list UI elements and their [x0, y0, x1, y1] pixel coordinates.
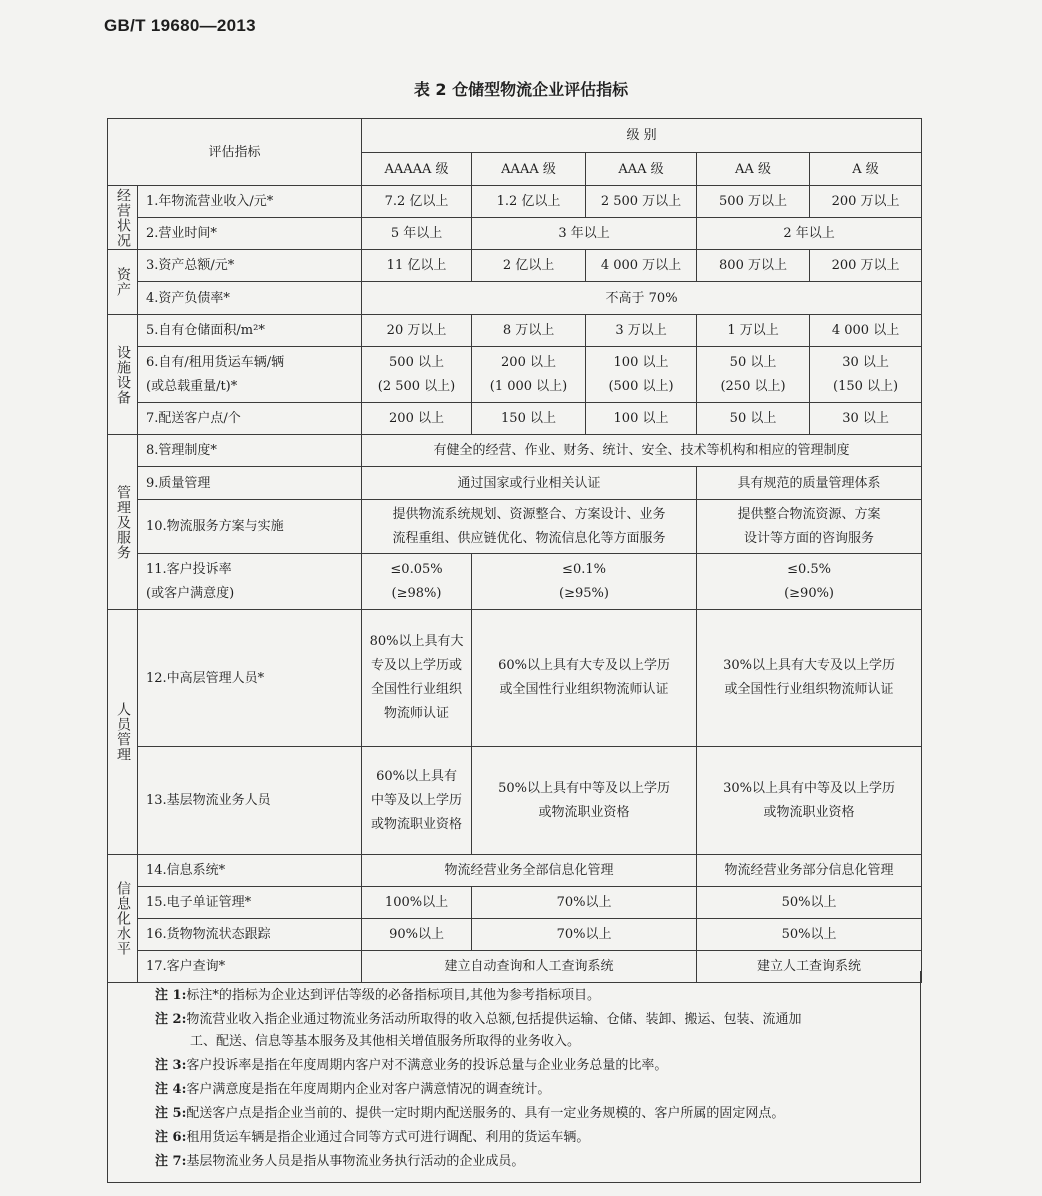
- table-cell: [697, 554, 922, 610]
- note-item: [155, 985, 906, 1007]
- note-item: [155, 1127, 906, 1149]
- header-indicator: 评估指标: [108, 119, 362, 186]
- table-cell: 50%以上: [697, 919, 922, 951]
- table-cell: 1 万以上: [697, 315, 810, 347]
- cell-line: (≥90%): [784, 585, 835, 601]
- cell-line: (2 500 以上): [377, 378, 456, 394]
- evaluation-table: [107, 118, 922, 983]
- indicator-label: 17.客户查询*: [138, 951, 362, 983]
- table-row: [108, 186, 922, 218]
- note-item: [155, 1151, 906, 1173]
- table-row: [108, 282, 922, 315]
- table-cell: 具有规范的质量管理体系: [697, 467, 922, 500]
- indicator-label: 3.资产总额/元*: [138, 250, 362, 282]
- indicator-label: 1.年物流营业收入/元*: [138, 186, 362, 218]
- indicator-label: [138, 347, 362, 403]
- cell-line: ≤0.05%: [390, 561, 443, 577]
- note-text: 标注*的指标为企业达到评估等级的必备指标项目,其他为参考指标项目。: [186, 988, 601, 1003]
- category-operation: 经营状况: [108, 186, 138, 250]
- table-cell: 物流经营业务全部信息化管理: [362, 855, 697, 887]
- table-cell: 2 亿以上: [472, 250, 586, 282]
- grade-a: A 级: [810, 153, 922, 186]
- cell-line: 200 以上: [501, 354, 556, 370]
- table-cell: [472, 610, 697, 747]
- table-row: [108, 467, 922, 500]
- table-cell: 500 万以上: [697, 186, 810, 218]
- table-cell: [472, 554, 697, 610]
- cell-line: (≥98%): [391, 585, 442, 601]
- table-cell: 有健全的经营、作业、财务、统计、安全、技术等机构和相应的管理制度: [362, 435, 922, 467]
- note-item: [155, 1103, 906, 1125]
- indicator-label: 14.信息系统*: [138, 855, 362, 887]
- indicator-label: [138, 554, 362, 610]
- cell-line: 或全国性行业组织物流师认证: [724, 682, 894, 697]
- table-row: [108, 250, 922, 282]
- note-label: 注 6:: [155, 1130, 187, 1145]
- category-facilities: 设施设备: [108, 315, 138, 435]
- note-text: 基层物流业务人员是指从事物流业务执行活动的企业成员。: [186, 1154, 525, 1169]
- cell-line: ≤0.1%: [562, 561, 606, 577]
- table-cell: 7.2 亿以上: [362, 186, 472, 218]
- table-row: [108, 500, 922, 554]
- table-cell: 150 以上: [472, 403, 586, 435]
- cell-line: 100 以上: [613, 354, 669, 370]
- cell-line: 50%以上具有中等及以上学历: [498, 780, 670, 796]
- table-cell: 90%以上: [362, 919, 472, 951]
- cell-line: 或全国性行业组织物流师认证: [499, 682, 669, 697]
- table-row: [108, 919, 922, 951]
- indicator-label: 13.基层物流业务人员: [138, 747, 362, 855]
- table-cell: [362, 500, 697, 554]
- note-text: 配送客户点是指企业当前的、提供一定时期内配送服务的、具有一定业务规模的、客户所属的固定网点。: [186, 1106, 785, 1121]
- indicator-label: 4.资产负债率*: [138, 282, 362, 315]
- table-cell: [472, 747, 697, 855]
- standard-number: GB/T 19680—2013: [104, 16, 256, 35]
- label-line: 11.客户投诉率: [146, 561, 232, 577]
- table-row: [108, 610, 922, 747]
- table-cell: [697, 610, 922, 747]
- category-personnel: 人员管理: [108, 610, 138, 855]
- cell-line: 中等及以上学历: [371, 792, 463, 808]
- label-line: (或客户满意度): [146, 585, 235, 601]
- cell-line: (500 以上): [608, 378, 674, 394]
- table-cell: [472, 347, 586, 403]
- table-cell: [697, 347, 810, 403]
- table-row: [108, 403, 922, 435]
- cell-line: 30 以上: [842, 354, 889, 370]
- note-item: [155, 1079, 906, 1101]
- header-row: [108, 119, 922, 153]
- cell-line: 30%以上具有中等及以上学历: [723, 780, 895, 796]
- note-text: 物流营业收入指企业通过物流业务活动所取得的收入总额,包括提供运输、仓储、装卸、搬运、包装、流通加: [186, 1012, 802, 1027]
- table-row: [108, 855, 922, 887]
- indicator-label: 12.中高层管理人员*: [138, 610, 362, 747]
- table-cell: 3 万以上: [586, 315, 697, 347]
- table-cell: [697, 747, 922, 855]
- cell-line: 设计等方面的咨询服务: [744, 530, 875, 546]
- table-cell: 50%以上: [697, 887, 922, 919]
- cell-line: (150 以上): [833, 378, 899, 394]
- indicator-label: 9.质量管理: [138, 467, 362, 500]
- table-cell: 不高于 70%: [362, 282, 922, 315]
- table-cell: [697, 500, 922, 554]
- indicator-label: 8.管理制度*: [138, 435, 362, 467]
- header-level: 级 别: [362, 119, 922, 153]
- note-label: 注 1:: [155, 988, 187, 1003]
- category-management: 管理及服务: [108, 435, 138, 610]
- table-cell: 5 年以上: [362, 218, 472, 250]
- table-row: [108, 435, 922, 467]
- table-cell: 800 万以上: [697, 250, 810, 282]
- category-assets: 资产: [108, 250, 138, 315]
- table-cell: 50 以上: [697, 403, 810, 435]
- cell-line: 提供整合物流资源、方案: [737, 506, 881, 522]
- table-cell: 70%以上: [472, 919, 697, 951]
- table-cell: [362, 347, 472, 403]
- cell-line: 50 以上: [729, 354, 777, 370]
- note-label: 注 5:: [155, 1106, 187, 1121]
- table-row: [108, 887, 922, 919]
- table-cell: [586, 347, 697, 403]
- indicator-label: 2.营业时间*: [138, 218, 362, 250]
- cell-line: 或物流职业资格: [538, 804, 630, 820]
- indicator-label: 16.货物物流状态跟踪: [138, 919, 362, 951]
- cell-line: 60%以上具有大专及以上学历: [498, 658, 670, 673]
- table-cell: 建立人工查询系统: [697, 951, 922, 983]
- cell-line: 或物流职业资格: [371, 816, 463, 832]
- table-row: [108, 554, 922, 610]
- note-text: 客户投诉率是指在年度周期内客户对不满意业务的投诉总量与企业业务总量的比率。: [186, 1058, 668, 1073]
- table-row: [108, 218, 922, 250]
- grade-aaa: AAA 级: [586, 153, 697, 186]
- table-cell: 建立自动查询和人工查询系统: [362, 951, 697, 983]
- cell-line: (≥95%): [559, 585, 609, 601]
- grade-aa: AA 级: [697, 153, 810, 186]
- cell-line: 60%以上具有: [376, 768, 457, 784]
- note-item: [155, 1055, 906, 1077]
- indicator-label: 5.自有仓储面积/m²*: [138, 315, 362, 347]
- table-row: [108, 347, 922, 403]
- table-cell: 3 年以上: [472, 218, 697, 250]
- note-label: 注 3:: [155, 1058, 187, 1073]
- label-line: 6.自有/租用货运车辆/辆: [146, 354, 285, 370]
- table-cell: 4 000 以上: [810, 315, 922, 347]
- note-item: [155, 1009, 906, 1053]
- cell-line: 或物流职业资格: [763, 804, 855, 820]
- table-cell: 通过国家或行业相关认证: [362, 467, 697, 500]
- table-cell: [362, 747, 472, 855]
- note-label: 注 7:: [155, 1154, 187, 1169]
- indicator-label: 10.物流服务方案与实施: [138, 500, 362, 554]
- table-cell: 200 万以上: [810, 186, 922, 218]
- grade-aaaaa: AAAAA 级: [362, 153, 472, 186]
- table-cell: 1.2 亿以上: [472, 186, 586, 218]
- table-cell: [362, 610, 472, 747]
- indicator-label: 15.电子单证管理*: [138, 887, 362, 919]
- cell-line: 全国性行业组织: [371, 682, 463, 697]
- table-cell: 30 以上: [810, 403, 922, 435]
- note-text: 租用货运车辆是指企业通过合同等方式可进行调配、利用的货运车辆。: [186, 1130, 590, 1145]
- table-cell: 100 以上: [586, 403, 697, 435]
- table-cell: 70%以上: [472, 887, 697, 919]
- grade-aaaa: AAAA 级: [472, 153, 586, 186]
- table-cell: 100%以上: [362, 887, 472, 919]
- table-cell: [810, 347, 922, 403]
- note-label: 注 2:: [155, 1012, 187, 1027]
- table-cell: 200 以上: [362, 403, 472, 435]
- note-label: 注 4:: [155, 1082, 187, 1097]
- cell-line: (250 以上): [720, 378, 786, 394]
- category-info: 信息化水平: [108, 855, 138, 983]
- cell-line: 提供物流系统规划、资源整合、方案设计、业务: [392, 506, 666, 522]
- table-cell: 20 万以上: [362, 315, 472, 347]
- cell-line: 物流师认证: [384, 706, 450, 721]
- label-line: (或总载重量/t)*: [146, 378, 238, 394]
- table-cell: 2 年以上: [697, 218, 922, 250]
- table-title: 表 2 仓储型物流企业评估指标: [413, 80, 629, 99]
- table-cell: [362, 554, 472, 610]
- cell-line: 流程重组、供应链优化、物流信息化等方面服务: [392, 530, 666, 546]
- table-cell: 4 000 万以上: [586, 250, 697, 282]
- cell-line: 500 以上: [389, 354, 444, 370]
- cell-line: 80%以上具有大: [369, 634, 464, 649]
- note-text: 客户满意度是指在年度周期内企业对客户满意情况的调查统计。: [186, 1082, 551, 1097]
- table-cell: 11 亿以上: [362, 250, 472, 282]
- note-text-continued: 工、配送、信息等基本服务及其他相关增值服务所取得的业务收入。: [190, 1034, 581, 1049]
- cell-line: (1 000 以上): [489, 378, 568, 394]
- table-cell: 200 万以上: [810, 250, 922, 282]
- indicator-label: 7.配送客户点/个: [138, 403, 362, 435]
- table-row: [108, 747, 922, 855]
- notes-section: [107, 971, 921, 1183]
- table-cell: 物流经营业务部分信息化管理: [697, 855, 922, 887]
- table-row: [108, 315, 922, 347]
- table-cell: 8 万以上: [472, 315, 586, 347]
- cell-line: 专及以上学历或: [371, 658, 463, 673]
- cell-line: 30%以上具有大专及以上学历: [723, 658, 895, 673]
- table-cell: 2 500 万以上: [586, 186, 697, 218]
- cell-line: ≤0.5%: [787, 561, 831, 577]
